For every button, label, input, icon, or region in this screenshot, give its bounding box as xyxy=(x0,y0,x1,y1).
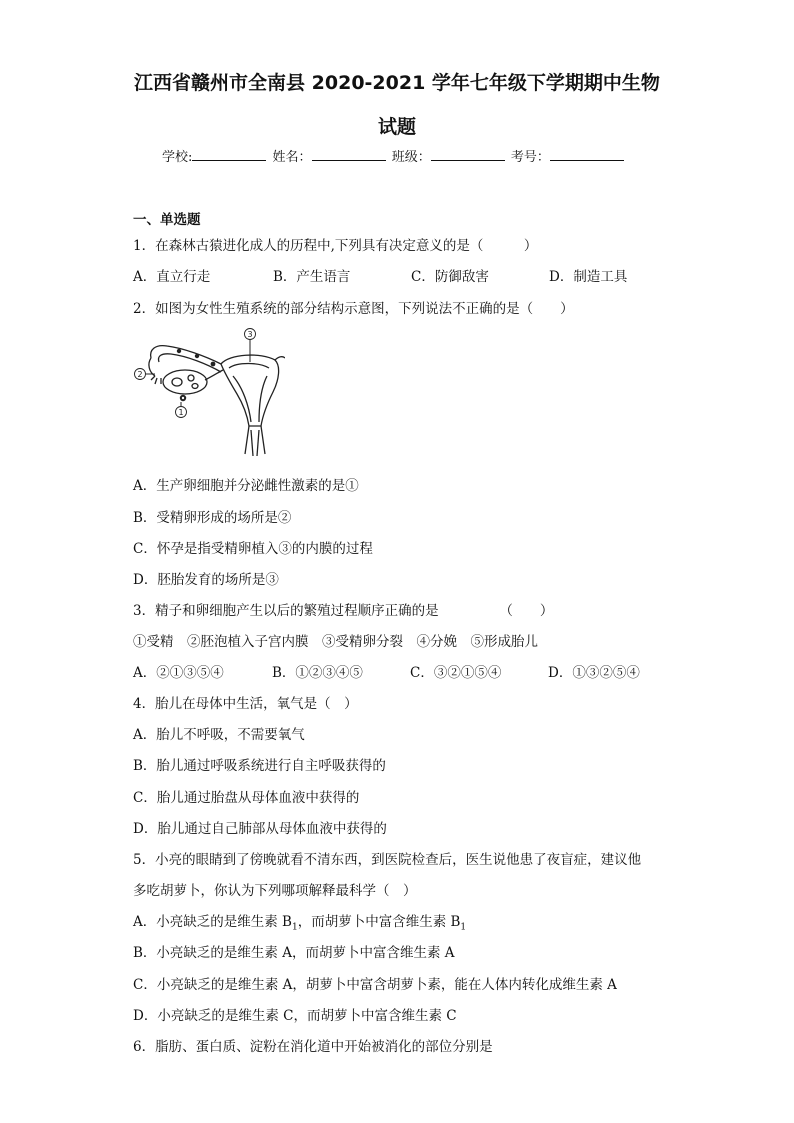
q4-stem: 4．胎儿在母体中生活，氧气是（ ） xyxy=(133,696,358,712)
q5-option-b: B．小亮缺乏的是维生素 A，而胡萝卜中富含维生素 A xyxy=(133,945,455,961)
q5-stem-line2: 多吃胡萝卜，你认为下列哪项解释最科学（ ） xyxy=(133,883,417,899)
fig-label-3: 3 xyxy=(247,330,253,339)
q5-option-a xyxy=(133,910,466,933)
q3-stem: 3．精子和卵细胞产生以后的繁殖过程顺序正确的是 （ ） xyxy=(133,603,554,619)
student-info-line xyxy=(162,146,626,165)
q1-option-c: C．防御敌害 xyxy=(411,269,489,285)
q1-option-b: B．产生语言 xyxy=(273,269,351,285)
number-blank xyxy=(550,148,624,161)
exam-title-line1: 江西省赣州市全南县 2020-2021 学年七年级下学期期中生物 xyxy=(134,72,660,94)
q5-option-d: D．小亮缺乏的是维生素 C，而胡萝卜中富含维生素 C xyxy=(133,1008,457,1024)
school-blank xyxy=(192,148,266,161)
number-label: 考号： xyxy=(510,150,550,165)
q3-options xyxy=(133,661,640,681)
q4-option-d: D．胎儿通过自己肺部从母体血液中获得的 xyxy=(133,821,387,837)
name-blank xyxy=(312,148,386,161)
q1-options xyxy=(133,265,627,285)
q3-option-d: D．①③②⑤④ xyxy=(548,665,640,681)
q5-option-a-pre: A．小亮缺乏的是维生素 B xyxy=(133,914,292,930)
q2-stem: 2．如图为女性生殖系统的部分结构示意图，下列说法不正确的是（ ） xyxy=(133,301,574,317)
section-heading: 一、单选题 xyxy=(133,212,201,228)
q4-option-a: A．胎儿不呼吸，不需要氧气 xyxy=(133,727,305,743)
q2-option-c: C．怀孕是指受精卵植入③的内膜的过程 xyxy=(133,541,373,557)
q5-option-c: C．小亮缺乏的是维生素 A，胡萝卜中富含胡萝卜素，能在人体内转化成维生素 A xyxy=(133,977,617,993)
q6-stem: 6．脂肪、蛋白质、淀粉在消化道中开始被消化的部位分别是 xyxy=(133,1039,493,1055)
q3-option-a: A．②①③⑤④ xyxy=(133,665,224,681)
class-label: 班级： xyxy=(391,150,431,165)
name-label: 姓名： xyxy=(272,150,312,165)
female-reproductive-diagram xyxy=(133,326,285,458)
fig-label-2: 2 xyxy=(137,370,143,379)
q4-option-b: B．胎儿通过呼吸系统进行自主呼吸获得的 xyxy=(133,758,386,774)
q2-option-a: A．生产卵细胞并分泌雌性激素的是① xyxy=(133,478,359,494)
q3-option-b: B．①②③④⑤ xyxy=(272,665,363,681)
q5-option-a-sub1: 1 xyxy=(291,922,298,933)
q5-option-a-sub2: 1 xyxy=(460,922,467,933)
q4-option-c: C．胎儿通过胎盘从母体血液中获得的 xyxy=(133,790,360,806)
q1-stem: 1．在森林古猿进化成人的历程中,下列具有决定意义的是（ ） xyxy=(133,238,538,254)
exam-title-line2: 试题 xyxy=(377,116,416,138)
q2-option-d: D．胚胎发育的场所是③ xyxy=(133,572,279,588)
class-blank xyxy=(431,148,505,161)
q3-option-c: C．③②①⑤④ xyxy=(410,665,502,681)
q3-items: ①受精 ②胚泡植入子宫内膜 ③受精卵分裂 ④分娩 ⑤形成胎儿 xyxy=(133,634,538,650)
q2-option-b: B．受精卵形成的场所是② xyxy=(133,510,292,526)
q5-option-a-mid: ，而胡萝卜中富含维生素 B xyxy=(297,914,461,930)
fig-label-1: 1 xyxy=(178,408,184,417)
q1-option-a: A．直立行走 xyxy=(133,269,211,285)
school-label: 学校: xyxy=(162,150,193,165)
q5-stem-line1: 5．小亮的眼睛到了傍晚就看不清东西，到医院检查后，医生说他患了夜盲症，建议他 xyxy=(133,852,642,868)
q1-option-d: D．制造工具 xyxy=(549,269,628,285)
